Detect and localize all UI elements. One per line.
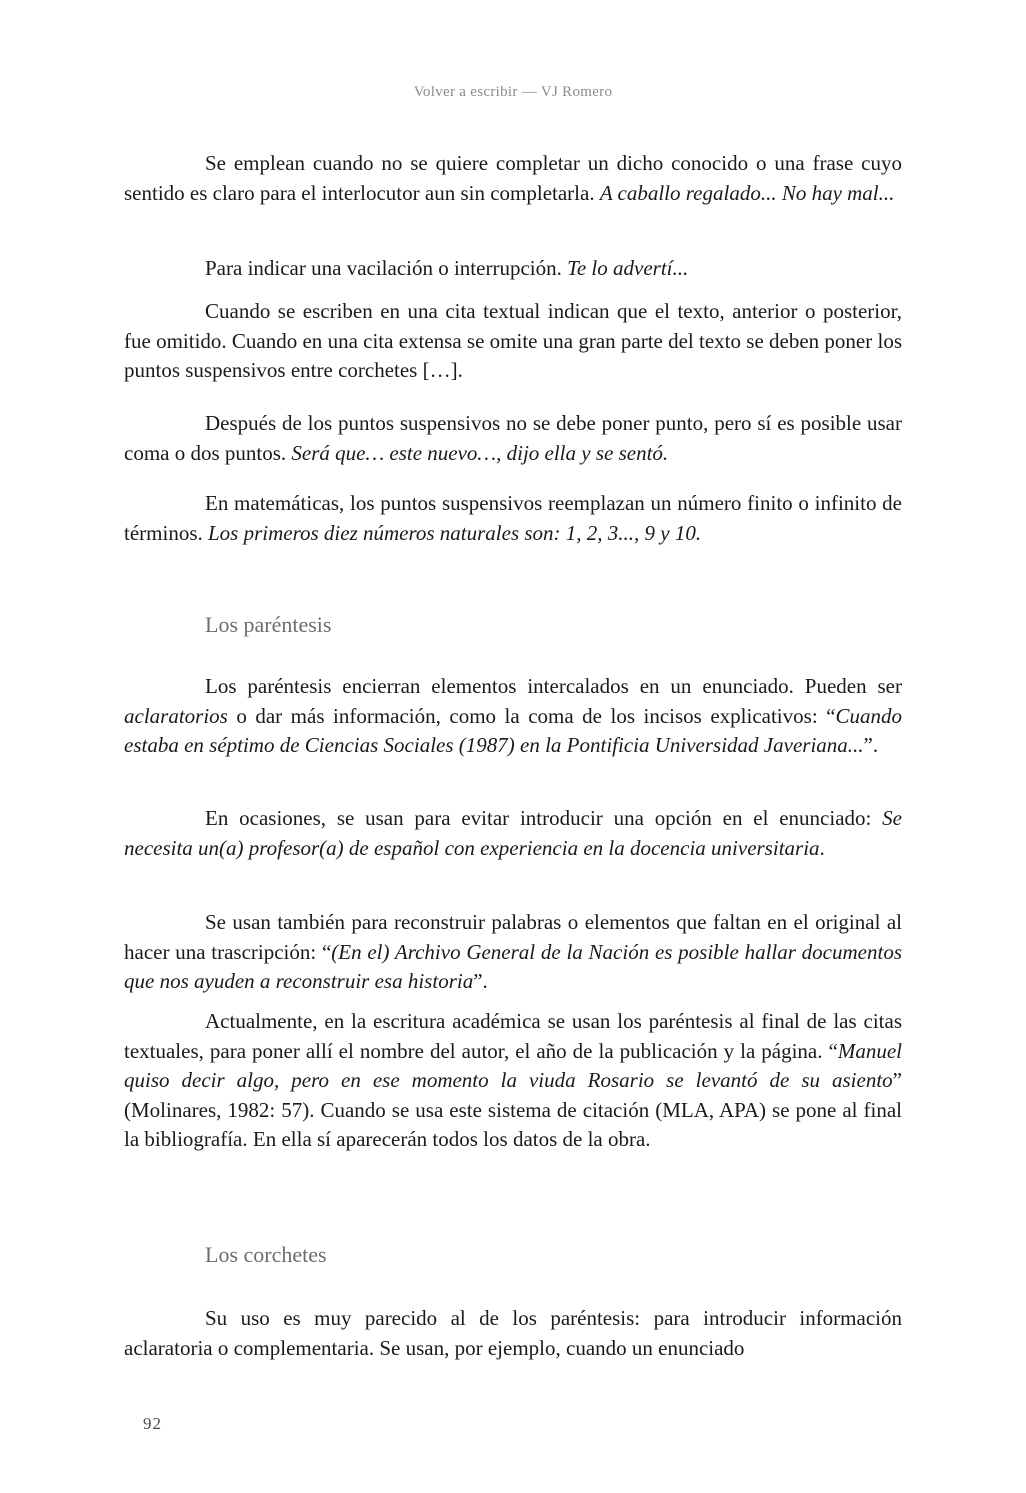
running-header: Volver a escribir — VJ Romero (413, 84, 613, 100)
paragraph-hesitation (124, 254, 902, 284)
example-text: A caballo regalado... No hay mal... (599, 180, 895, 205)
example-text: Se necesita un(a) profesor(a) de español con experiencia en la docencia universitaria (124, 806, 902, 860)
paragraph-mathematics (124, 489, 902, 548)
paragraph-parentheses-intro (124, 672, 902, 761)
section-heading-parentheses: Los paréntesis (205, 612, 332, 637)
paragraph-text: ”. (863, 733, 879, 757)
paragraph-unfinished-sayings (124, 149, 902, 208)
paragraph-text: ”. (473, 969, 488, 993)
page-number: 92 (143, 1414, 162, 1433)
paragraph-text: Se usan también para reconstruir palabras o elementos que faltan en el original al hacer una trascripción: “ (124, 910, 902, 964)
paragraph-text: Su uso es muy parecido al de los paréntesis: para introducir información aclaratoria o complementaria. Se usan, por ejemplo, cuando un enunciado (124, 1306, 902, 1360)
paragraph-text: Después de los puntos suspensivos no se debe poner punto, pero sí es posible usar coma o dos puntos. (124, 411, 902, 465)
example-text: Cuando estaba en séptimo de Ciencias Sociales (1987) en la Pontificia Universidad Javeriana... (124, 703, 902, 757)
paragraph-text: Se emplean cuando no se quiere completar un dicho conocido o una frase cuyo sentido es claro para el interlocutor aun sin completarla. (124, 151, 902, 205)
paragraph-brackets-intro (124, 1304, 902, 1363)
paragraph-text: En ocasiones, se usan para evitar introducir una opción en el enunciado: (205, 806, 883, 830)
paragraph-academic-citations (124, 1007, 902, 1155)
emphasis-text: aclaratorios (124, 703, 228, 728)
paragraph-text: En matemáticas, los puntos suspensivos reemplazan un número finito o infinito de términos. (124, 491, 902, 545)
paragraph-text: . (819, 835, 825, 860)
paragraph-text: Cuando se escriben en una cita textual indican que el texto, anterior o posterior, fue omitido. Cuando en una cita extensa se omite una gran parte del texto se deben poner los puntos suspensivos entre corchetes […]. (124, 299, 902, 382)
example-text: Los primeros diez números naturales son: 1, 2, 3..., 9 y 10. (208, 520, 702, 545)
section-heading-brackets: Los corchetes (205, 1242, 327, 1267)
paragraph-omitted-quote (124, 297, 902, 386)
paragraph-options (124, 804, 902, 863)
example-text: (En el) Archivo General de la Nación es posible hallar documentos que nos ayuden a reconstruir esa historia (124, 939, 902, 993)
paragraph-text: Actualmente, en la escritura académica se usan los paréntesis al final de las citas textuales, para poner allí el nombre del autor, el año de la publicación y la página. “ (124, 1009, 902, 1063)
paragraph-text: o dar más información, como la coma de los incisos explicativos: “ (227, 703, 836, 728)
example-text: Manuel quiso decir algo, pero en ese momento la viuda Rosario se levantó de su asiento (124, 1038, 902, 1092)
paragraph-text: Para indicar una vacilación o interrupción. (205, 256, 568, 280)
example-text: Te lo advertí... (567, 256, 689, 280)
paragraph-text: Los paréntesis encierran elementos intercalados en un enunciado. Pueden ser (205, 674, 902, 698)
paragraph-reconstruction (124, 908, 902, 997)
paragraph-text: ” (Molinares, 1982: 57). Cuando se usa este sistema de citación (MLA, APA) se pone al final la bibliografía. En ella sí aparecerán todos los datos de la obra. (124, 1068, 902, 1151)
example-text: Será que… este nuevo…, dijo ella y se sentó. (291, 440, 669, 465)
paragraph-after-ellipsis (124, 409, 902, 468)
